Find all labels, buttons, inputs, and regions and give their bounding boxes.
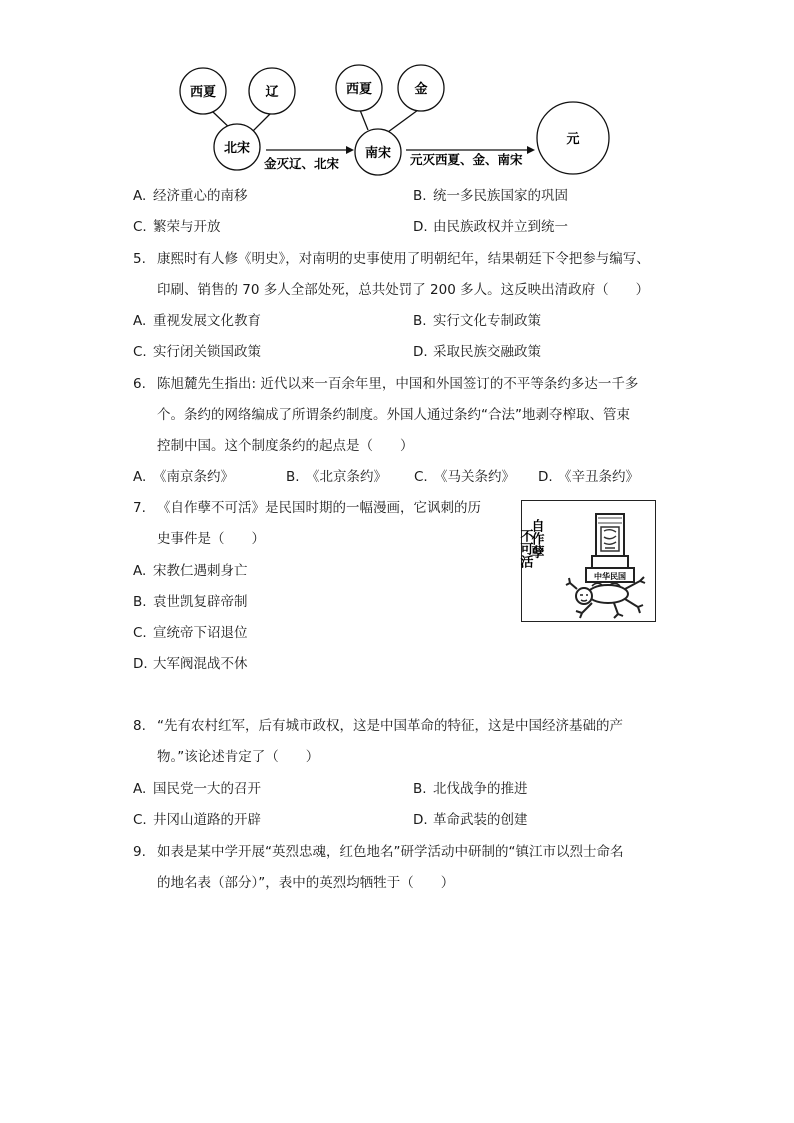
q6-option-a[interactable]: A. 《南京条约》 xyxy=(133,469,234,485)
q6-option-d[interactable]: D. 《辛丑条约》 xyxy=(538,469,639,485)
q6-option-b[interactable]: B. 《北京条约》 xyxy=(286,469,387,485)
label-nansong: 南宋 xyxy=(364,146,392,161)
q6-option-c[interactable]: C. 《马关条约》 xyxy=(414,469,515,485)
q5-stem-line-2: 印刷、销售的 70 多人全部处死，总共处罚了 200 多人。这反映出清政府（ ） xyxy=(157,282,650,298)
q6-stem-line-2: 个。条约的网络编成了所谓条约制度。外国人通过条约“合法”地剥夺榨取、管束 xyxy=(157,407,630,423)
comic-caption-col2: 不可活 xyxy=(517,529,533,568)
label-jin: 金 xyxy=(414,82,428,97)
q8-option-b[interactable]: B. 北伐战争的推进 xyxy=(413,781,528,797)
q5-option-a[interactable]: A. 重视发展文化教育 xyxy=(133,313,261,329)
comic-drawing xyxy=(517,501,655,621)
q7-option-c[interactable]: C. 宣统帝下诏退位 xyxy=(133,625,248,641)
q5-option-c[interactable]: C. 实行闭关锁国政策 xyxy=(133,344,261,360)
comic-image xyxy=(517,500,656,622)
q8-option-a[interactable]: A. 国民党一大的召开 xyxy=(133,781,261,797)
q7-stem-line-1: 7. 《自作孽不可活》是民国时期的一幅漫画，它讽刺的历 xyxy=(133,500,481,516)
q9-stem-line-1: 9. 如表是某中学开展“英烈忠魂，红色地名”研学活动中研制的“镇江市以烈士命名 xyxy=(133,844,624,860)
label-liao: 辽 xyxy=(265,85,279,100)
q9-stem-line-2: 的地名表（部分）”，表中的英烈均牺牲于（ ） xyxy=(157,875,455,891)
q4-option-b[interactable]: B. 统一多民族国家的巩固 xyxy=(413,188,568,204)
q8-stem-line-2: 物。”该论述肯定了（ ） xyxy=(157,749,320,765)
q7-option-b[interactable]: B. 袁世凯复辟帝制 xyxy=(133,594,248,610)
q4-option-a[interactable]: A. 经济重心的南移 xyxy=(133,188,248,204)
dynasty-diagram xyxy=(178,60,618,180)
q8-option-c[interactable]: C. 井冈山道路的开辟 xyxy=(133,812,261,828)
q5-option-d[interactable]: D. 采取民族交融政策 xyxy=(413,344,541,360)
label-beisong: 北宋 xyxy=(223,141,251,156)
label-yuan: 元 xyxy=(566,132,580,147)
edge-label-jin-mie: 金灭辽、北宋 xyxy=(264,156,340,171)
comic-caption-col1: 自作孽 xyxy=(528,519,544,558)
q8-stem-line-1: 8. “先有农村红军，后有城市政权，这是中国革命的特征，这是中国经济基础的产 xyxy=(133,718,623,734)
q5-option-b[interactable]: B. 实行文化专制政策 xyxy=(413,313,541,329)
comic-banner-text: 中华民国 xyxy=(594,572,626,581)
q7-stem-line-2: 史事件是（ ） xyxy=(157,531,265,547)
q7-option-d[interactable]: D. 大军阀混战不休 xyxy=(133,656,248,672)
edge-label-yuan-mie: 元灭西夏、金、南宋 xyxy=(410,152,523,167)
q6-stem-line-1: 6. 陈旭麓先生指出: 近代以来一百余年里，中国和外国签订的不平等条约多达一千多 xyxy=(133,376,639,392)
q6-stem-line-3: 控制中国。这个制度条约的起点是（ ） xyxy=(157,438,414,454)
label-xixia-a: 西夏 xyxy=(189,85,217,100)
label-xixia-b: 西夏 xyxy=(345,82,373,97)
q8-option-d[interactable]: D. 革命武装的创建 xyxy=(413,812,528,828)
q4-option-c[interactable]: C. 繁荣与开放 xyxy=(133,219,221,235)
q7-option-a[interactable]: A. 宋教仁遇刺身亡 xyxy=(133,563,248,579)
q5-stem-line-1: 5. 康熙时有人修《明史》，对南明的史事使用了明朝纪年，结果朝廷下令把参与编写、 xyxy=(133,251,650,267)
q4-option-d[interactable]: D. 由民族政权并立到统一 xyxy=(413,219,568,235)
